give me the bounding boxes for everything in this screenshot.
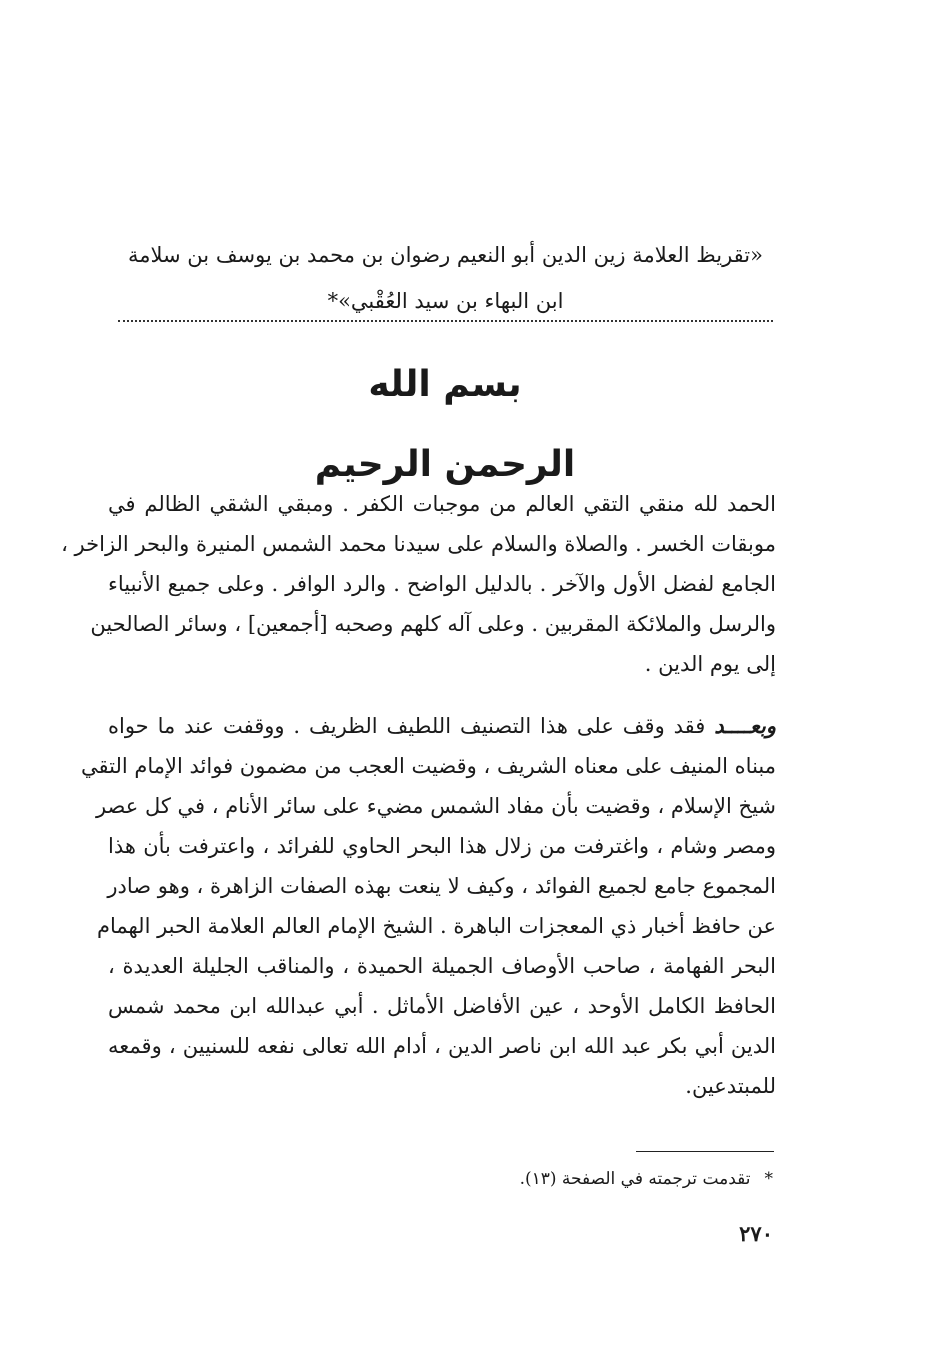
paragraph-2 <box>81 706 777 1106</box>
paragraph-2-line: عن حافظ أخبار ذي المعجزات الباهرة . الشيخ الإمام العالم العلامة الحبر الهمام <box>96 914 776 938</box>
lead-word: وبعــــد <box>714 713 776 738</box>
paragraph-2-line: البحر الفهامة ، صاحب الأوصاف الجميلة الحميدة ، والمناقب الجليلة العديدة ، <box>108 954 777 978</box>
footnote-text: تقدمت ترجمته في الصفحة (١٣). <box>519 1169 751 1189</box>
footnote <box>440 1164 773 1194</box>
paragraph-1 <box>61 484 776 684</box>
paragraph-1-line: موبقات الخسر . والصلاة والسلام على سيدنا محمد الشمس المنيرة والبحر الزاخر ، <box>61 532 776 556</box>
paragraph-2-line: مبناه المنيف على معناه الشريف ، وقضيت العجب من مضمون فوائد الإمام التقي <box>81 754 776 778</box>
paragraph-2-line: للمبتدعين. <box>685 1074 776 1098</box>
footnote-divider <box>636 1151 774 1152</box>
paragraph-2-line: ومصر وشام ، واغترفت من زلال هذا البحر الحاوي للفرائد ، واعترفت بأن هذا <box>108 834 776 858</box>
paragraph-2-line: شيخ الإسلام ، وقضيت بأن مفاد الشمس مضيء على سائر الأنام ، في كل عصر <box>95 794 776 818</box>
paragraph-2-first-line-text: فقد وقف على هذا التصنيف اللطيف الظريف . ووقفت عند ما حواه <box>108 714 706 738</box>
page-number: ٢٧٠ <box>739 1221 773 1246</box>
section-heading <box>118 232 773 324</box>
paragraph-2-line: الدين أبي بكر عبد الله ابن ناصر الدين ، أدام الله تعالى نفعه للسنيين ، وقمعه <box>108 1034 776 1058</box>
basmala-calligraphy: بسم الله الرحمن الرحيم <box>314 364 576 485</box>
paragraph-1-line: إلى يوم الدين . <box>644 652 776 676</box>
paragraph-1-line: والرسل والملائكة المقربين . وعلى آله كلهم وصحبه [أجمعين] ، وسائر الصالحين <box>90 612 776 636</box>
paragraph-2-first-line <box>108 706 776 746</box>
paragraph-1-line: الحمد لله منقي التقي العالم من موجبات الكفر . ومبقي الشقي الظالم في <box>108 492 776 516</box>
footnote-marker: * <box>764 1169 773 1189</box>
dotted-divider <box>118 320 773 322</box>
heading-line-2: ابن البهاء بن سيد العُقْبي»* <box>327 289 564 313</box>
paragraph-2-line: المجموع جامع لجميع الفوائد ، وكيف لا ينعت بهذه الصفات الزاهرة ، وهو صادر <box>107 874 776 898</box>
paragraph-2-line: الحافظ الكامل الأوحد ، عين الأفاضل الأماثل . أبي عبدالله ابن محمد شمس <box>108 994 776 1018</box>
paragraph-1-line: الجامع لفضل الأول والآخر . بالدليل الواضح . والرد الوافر . وعلى جميع الأنبياء <box>108 572 776 596</box>
heading-line-1: «تقريظ العلامة زين الدين أبو النعيم رضوان بن محمد بن يوسف بن سلامة <box>128 243 763 267</box>
